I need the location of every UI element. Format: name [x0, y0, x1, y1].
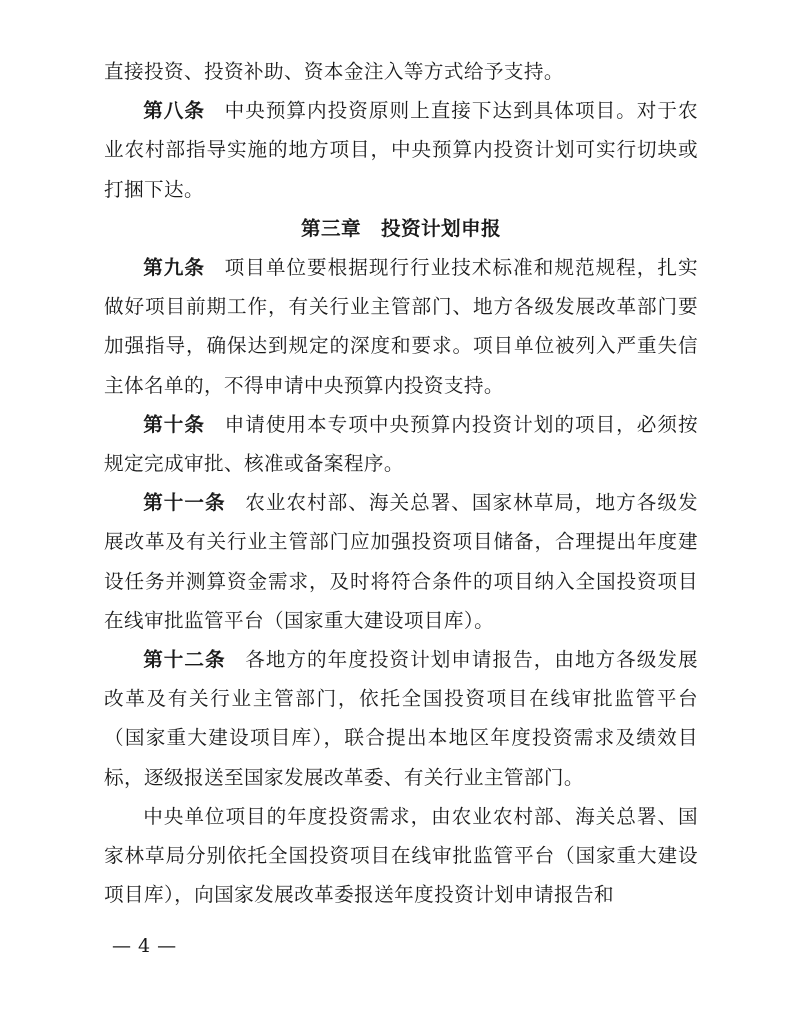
- article-number: 第八条: [143, 99, 206, 123]
- article-8: [104, 91, 698, 209]
- article-text: 农业农村部、海关总署、国家林草局，地方各级发展改革及有关行业主管部门应加强投资项目储备，合理提出年度建设任务并测算资金需求，及时将符合条件的项目纳入全国投资项目在线审批监管平台（国家重大建设项目库）。: [104, 491, 698, 632]
- continuation-paragraph: 直接投资、投资补助、资本金注入等方式给予支持。: [104, 60, 564, 83]
- article-text: 项目单位要根据现行行业技术标准和规范规程，扎实做好项目前期工作，有关行业主管部门、地方各级发展改革部门要加强指导，确保达到规定的深度和要求。项目单位被列入严重失信主体名单的，不得申请中央预算内投资支持。: [104, 256, 698, 397]
- article-number: 第十二条: [143, 648, 226, 672]
- closing-paragraph: 中央单位项目的年度投资需求，由农业农村部、海关总署、国家林草局分别依托全国投资项目在线审批监管平台（国家重大建设项目库），向国家发展改革委报送年度投资计划申请报告和: [104, 804, 698, 907]
- article-12: [104, 640, 698, 797]
- article-number: 第十条: [143, 412, 206, 436]
- article-11: [104, 483, 698, 640]
- document-body: [104, 52, 698, 914]
- chapter-title: 第三章 投资计划申报: [301, 216, 501, 240]
- article-number: 第九条: [143, 256, 206, 280]
- article-9: [104, 248, 698, 405]
- page-number: — 4 —: [112, 935, 177, 957]
- article-text: 申请使用本专项中央预算内投资计划的项目，必须按规定完成审批、核准或备案程序。: [104, 412, 698, 476]
- article-number: 第十一条: [143, 491, 226, 515]
- article-10: [104, 405, 698, 483]
- article-text: 中央预算内投资原则上直接下达到具体项目。对于农业农村部指导实施的地方项目，中央预算内投资计划可实行切块或打捆下达。: [104, 99, 698, 201]
- article-text: 各地方的年度投资计划申请报告，由地方各级发展改革及有关行业主管部门，依托全国投资项目在线审批监管平台（国家重大建设项目库），联合提出本地区年度投资需求及绩效目标，逐级报送至国家发展改革委、有关行业主管部门。: [104, 648, 698, 789]
